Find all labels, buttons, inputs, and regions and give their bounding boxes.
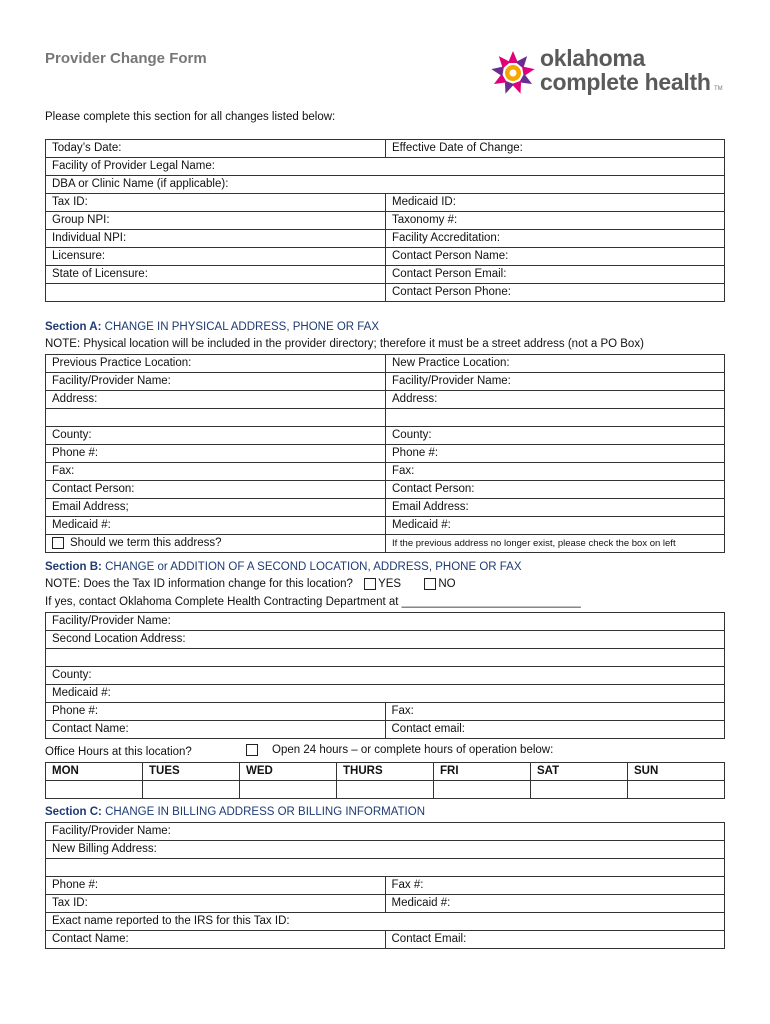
state-licensure-field[interactable]: State of Licensure: [46,266,386,284]
tax-change-question: NOTE: Does the Tax ID information change for this location? [45,578,353,591]
billing-medicaid-field[interactable]: Medicaid #: [385,895,725,913]
prev-address-field[interactable]: Address: [46,391,386,409]
section-a-note: NOTE: Physical location will be included in the provider directory; therefore it must be a street address (not a PO Box) [45,338,644,350]
todays-date-field[interactable]: Today’s Date: [46,140,386,158]
second-address-line-2[interactable] [46,649,725,667]
tax-id-field[interactable]: Tax ID: [46,194,386,212]
prev-location-label: Previous Practice Location: [46,355,386,373]
new-county-field[interactable]: County: [386,427,725,445]
open-24-label: Open 24 hours – or complete hours of operation below: [272,744,554,757]
section-b-tax-question [45,578,456,590]
new-email-field[interactable]: Email Address: [386,499,725,517]
prev-phone-field[interactable]: Phone #: [46,445,386,463]
general-info-table [45,139,725,302]
prev-fax-field[interactable]: Fax: [46,463,386,481]
day-tues: TUES [143,763,240,781]
new-facility-name-field[interactable]: Facility/Provider Name: [386,373,725,391]
intro-text: Please complete this section for all changes listed below: [45,111,336,123]
effective-date-field[interactable]: Effective Date of Change: [386,140,725,158]
open-24-row [246,744,553,756]
billing-address-line-2[interactable] [46,859,725,877]
hours-thurs[interactable] [337,781,434,799]
hours-wed[interactable] [240,781,337,799]
day-mon: MON [46,763,143,781]
office-hours-question: Office Hours at this location? [45,746,192,758]
second-medicaid-field[interactable]: Medicaid #: [46,685,725,703]
new-medicaid-field[interactable]: Medicaid #: [386,517,725,535]
new-fax-field[interactable]: Fax: [386,463,725,481]
billing-facility-name-field[interactable]: Facility/Provider Name: [46,823,725,841]
prev-facility-name-field[interactable]: Facility/Provider Name: [46,373,386,391]
second-fax-field[interactable]: Fax: [385,703,725,721]
new-location-label: New Practice Location: [386,355,725,373]
hours-sat[interactable] [531,781,628,799]
new-phone-field[interactable]: Phone #: [386,445,725,463]
day-thurs: THURS [337,763,434,781]
billing-tax-id-field[interactable]: Tax ID: [46,895,386,913]
hours-mon[interactable] [46,781,143,799]
day-fri: FRI [434,763,531,781]
billing-address-field[interactable]: New Billing Address: [46,841,725,859]
term-address-checkbox[interactable] [52,537,64,549]
prev-medicaid-field[interactable]: Medicaid #: [46,517,386,535]
group-npi-field[interactable]: Group NPI: [46,212,386,230]
day-wed: WED [240,763,337,781]
taxonomy-field[interactable]: Taxonomy #: [386,212,725,230]
second-contact-email-field[interactable]: Contact email: [385,721,725,739]
term-address-row [46,535,386,553]
hours-fri[interactable] [434,781,531,799]
day-sun: SUN [628,763,725,781]
facility-legal-name-field[interactable]: Facility of Provider Legal Name: [46,158,725,176]
new-contact-person-field[interactable]: Contact Person: [386,481,725,499]
yes-label: YES [378,578,402,591]
term-address-label: Should we term this address? [70,537,222,549]
section-c-heading: Section C: CHANGE IN BILLING ADDRESS OR BILLING INFORMATION [45,806,425,818]
open-24-checkbox[interactable] [246,744,258,756]
section-a-heading: Section A: CHANGE IN PHYSICAL ADDRESS, PHONE OR FAX [45,321,380,333]
dba-field[interactable]: DBA or Clinic Name (if applicable): [46,176,725,194]
section-a-table [45,354,725,553]
prev-email-field[interactable]: Email Address; [46,499,386,517]
form-title: Provider Change Form [45,50,207,67]
logo-line-1: oklahoma [540,45,645,71]
contact-person-phone-field[interactable]: Contact Person Phone: [386,284,725,302]
contracting-contact-line: If yes, contact Oklahoma Complete Health Contracting Department at ____________________________ [45,596,581,608]
licensure-field[interactable]: Licensure: [46,248,386,266]
contact-person-email-field[interactable]: Contact Person Email: [386,266,725,284]
billing-phone-field[interactable]: Phone #: [46,877,386,895]
prev-county-field[interactable]: County: [46,427,386,445]
facility-accreditation-field[interactable]: Facility Accreditation: [386,230,725,248]
irs-name-field[interactable]: Exact name reported to the IRS for this Tax ID: [46,913,725,931]
logo-line-2: complete health [540,69,711,95]
hours-tues[interactable] [143,781,240,799]
second-facility-name-field[interactable]: Facility/Provider Name: [46,613,725,631]
empty-cell[interactable] [46,284,386,302]
section-c-table [45,822,725,949]
second-location-address-field[interactable]: Second Location Address: [46,631,725,649]
tax-change-yes-checkbox[interactable] [364,578,376,590]
section-b-heading: Section B: CHANGE or ADDITION OF A SECOND LOCATION, ADDRESS, PHONE OR FAX [45,561,522,573]
individual-npi-field[interactable]: Individual NPI: [46,230,386,248]
company-logo [488,46,728,102]
second-county-field[interactable]: County: [46,667,725,685]
new-address-field[interactable]: Address: [386,391,725,409]
no-label: NO [438,578,456,591]
trademark: TM [714,86,723,92]
billing-fax-field[interactable]: Fax #: [385,877,725,895]
billing-contact-name-field[interactable]: Contact Name: [46,931,386,949]
tax-change-no-checkbox[interactable] [424,578,436,590]
logo-star-icon [488,48,538,98]
second-contact-name-field[interactable]: Contact Name: [46,721,386,739]
medicaid-id-field[interactable]: Medicaid ID: [386,194,725,212]
new-address-line-2[interactable] [386,409,725,427]
hours-sun[interactable] [628,781,725,799]
prev-contact-person-field[interactable]: Contact Person: [46,481,386,499]
section-b-table [45,612,725,739]
hours-table [45,762,725,799]
second-phone-field[interactable]: Phone #: [46,703,386,721]
day-sat: SAT [531,763,628,781]
prev-address-line-2[interactable] [46,409,386,427]
contact-person-name-field[interactable]: Contact Person Name: [386,248,725,266]
term-address-hint: If the previous address no longer exist, please check the box on left [386,535,725,553]
billing-contact-email-field[interactable]: Contact Email: [385,931,725,949]
